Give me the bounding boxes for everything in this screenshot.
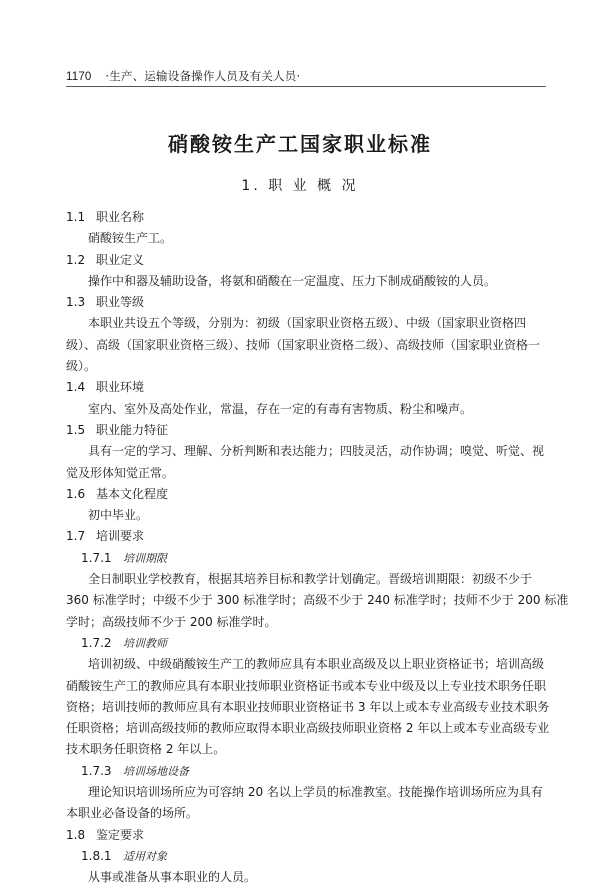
heading-number: 1.4 xyxy=(66,380,86,395)
subheading-number: 1.7.1 xyxy=(81,550,112,565)
section-heading xyxy=(66,484,552,505)
paragraph-line: 室内、室外及高处作业，常温，存在一定的有毒有害物质、粉尘和噪声。 xyxy=(88,401,473,416)
paragraph-continuation: 级）、高级（国家职业资格三级）、技师（国家职业资格二级）、高级技师（国家职业资格一 xyxy=(66,337,541,352)
paragraph-line: 操作中和器及辅助设备，将氨和硝酸在一定温度、压力下制成硝酸铵的人员。 xyxy=(88,273,497,288)
subsection-heading xyxy=(66,633,552,654)
heading-number: 1.5 xyxy=(66,422,86,437)
paragraph-line: 理论知识培训场所应为可容纳 20 名以上学员的标准教室。技能操作培训场所应为具有 xyxy=(88,785,543,800)
heading-number: 1.2 xyxy=(66,252,86,267)
paragraph-continuation: 本职业必备设备的场所。 xyxy=(66,806,199,821)
paragraph-continuation: 360 标准学时；中级不少于 300 标准学时；高级不少于 240 标准学时；技师不少于 200 标准 xyxy=(66,593,569,608)
heading-number: 1.8 xyxy=(66,827,86,842)
running-title: ·生产、运输设备操作人员及有关人员· xyxy=(105,69,301,83)
paragraph-line: 培训初级、中级硝酸铵生产工的教师应具有本职业高级及以上职业资格证书；培训高级 xyxy=(88,657,545,672)
document-body xyxy=(66,207,569,889)
paragraph-continuation: 级）。 xyxy=(66,359,97,374)
section-heading xyxy=(66,250,552,271)
paragraph-line: 全日制职业学校教育，根据其培养目标和教学计划确定。晋级培训期限：初级不少于 xyxy=(88,572,533,587)
heading-number: 1.3 xyxy=(66,295,86,310)
section-title: 1. 职 业 概 况 xyxy=(241,178,359,194)
section-heading xyxy=(66,377,552,398)
paragraph-continuation: 硝酸铵生产工的教师应具有本职业技师职业资格证书或本专业中级及以上专业技术职务任职 xyxy=(66,678,547,693)
heading-text: 职业等级 xyxy=(96,295,145,310)
heading-text: 职业环境 xyxy=(96,380,145,395)
document-title: 硝酸铵生产工国家职业标准 xyxy=(168,132,432,156)
paragraph-line: 具有一定的学习、理解、分析判断和表达能力；四肢灵活，动作协调；嗅觉、听觉、视 xyxy=(88,444,545,459)
subheading-number: 1.8.1 xyxy=(81,848,112,863)
paragraph-line: 从事或准备从事本职业的人员。 xyxy=(88,870,257,885)
paragraph-continuation: 觉及形体知觉正常。 xyxy=(66,465,175,480)
section-heading xyxy=(66,292,552,313)
paragraph-line: 硝酸铵生产工。 xyxy=(88,231,173,246)
paragraph-continuation: 资格；培训技师的教师应具有本职业技师职业资格证书 3 年以上或本专业高级专业技术职务 xyxy=(66,699,550,714)
heading-text: 培训要求 xyxy=(96,529,145,544)
header-rule xyxy=(66,86,546,87)
subheading-text: 培训期限 xyxy=(123,551,167,565)
paragraph-line: 初中毕业。 xyxy=(88,508,149,523)
heading-number: 1.6 xyxy=(66,486,86,501)
paragraph-continuation: 学时；高级技师不少于 200 标准学时。 xyxy=(66,614,277,629)
subheading-text: 培训场地设备 xyxy=(123,764,189,778)
subheading-number: 1.7.2 xyxy=(81,635,112,650)
section-heading xyxy=(66,526,552,547)
subsection-heading xyxy=(66,548,552,569)
paragraph-continuation: 技术职务任职资格 2 年以上。 xyxy=(66,742,226,757)
section-heading xyxy=(66,825,552,846)
heading-text: 鉴定要求 xyxy=(96,827,145,842)
subheading-number: 1.7.3 xyxy=(81,763,112,778)
heading-text: 基本文化程度 xyxy=(96,486,169,501)
subheading-text: 适用对象 xyxy=(123,849,167,863)
paragraph-continuation: 任职资格；培训高级技师的教师应取得本职业高级技师职业资格 2 年以上或本专业高级专业 xyxy=(66,721,550,736)
heading-text: 职业定义 xyxy=(96,252,145,267)
heading-number: 1.1 xyxy=(66,210,86,224)
heading-text: 职业能力特征 xyxy=(96,422,169,437)
section-heading xyxy=(66,207,552,228)
subsection-heading xyxy=(66,761,552,782)
subsection-heading xyxy=(66,846,552,867)
page-number: 1170 xyxy=(66,71,92,83)
paragraph-line: 本职业共设五个等级，分别为：初级（国家职业资格五级）、中级（国家职业资格四 xyxy=(88,316,527,331)
running-header xyxy=(66,68,300,84)
heading-number: 1.7 xyxy=(66,529,86,544)
section-heading xyxy=(66,420,552,441)
subheading-text: 培训教师 xyxy=(123,636,167,650)
heading-text: 职业名称 xyxy=(96,210,145,224)
